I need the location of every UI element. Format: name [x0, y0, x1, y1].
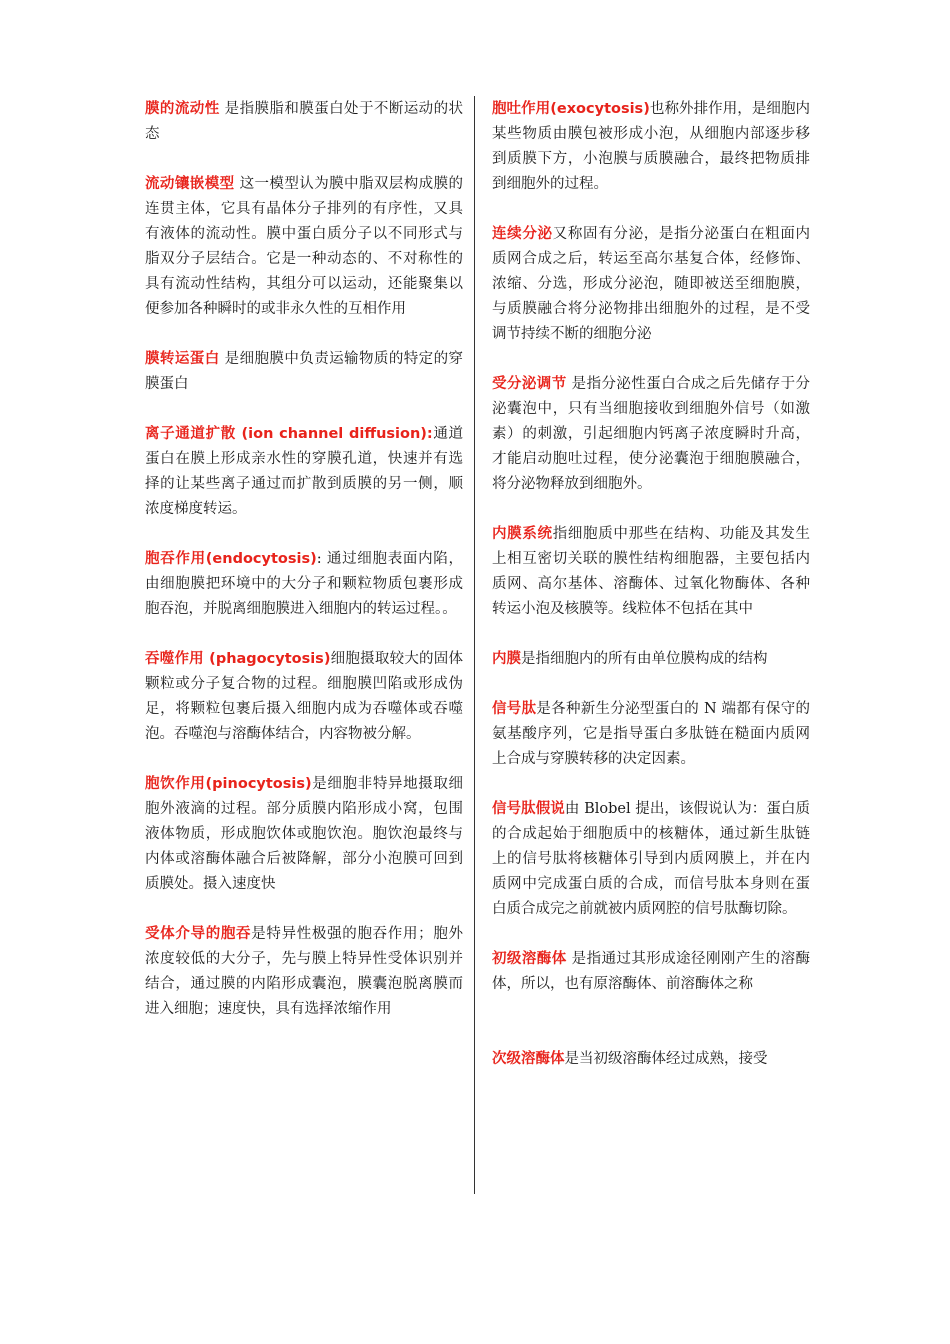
entry-fluid-mosaic-model	[145, 172, 463, 322]
entry-text: 是细胞非特异地摄取细胞外液滴的过程。部分质膜内陷形成小窝，包围液体物质，形成胞饮体或胞饮泡。胞饮泡最终与内体或溶酶体融合后被降解，部分小泡膜可回到质膜处。摄入速度快	[145, 776, 464, 892]
entry-membrane-fluidity	[145, 97, 463, 147]
entry-regulated-secretion	[492, 372, 810, 497]
entry-text: 也称外排作用，是细胞内某些物质由膜包被形成小泡，从细胞内部逐步移到质膜下方，小泡膜与质膜融合，最终把物质排到细胞外的过程。	[492, 101, 811, 192]
entry-text: 细胞摄取较大的固体颗粒或分子复合物的过程。细胞膜凹陷或形成伪足，将颗粒包裹后摄入细胞内成为吞噬体或吞噬泡。吞噬泡与溶酶体结合，内容物被分解。	[145, 651, 464, 742]
entry-text: 这一模型认为膜中脂双层构成膜的连贯主体，它具有晶体分子排列的有序性，又具有液体的流动性。膜中蛋白质分子以不同形式与脂双分子层结合。它是一种动态的、不对称性的具有流动性结构，其组分可以运动，还能聚集以便参加各种瞬时的或非永久性的互相作用	[145, 176, 464, 317]
entry-text: : 通过细胞表面内陷，由细胞膜把环境中的大分子和颗粒物质包裹形成胞吞泡，并脱离细胞膜进入细胞内的转运过程。。	[145, 551, 463, 617]
entry-primary-lysosome	[492, 947, 810, 997]
entry-text: 是特异性极强的胞吞作用；胞外浓度较低的大分子，先与膜上特异性受体识别并结合，通过膜的内陷形成囊泡，膜囊泡脱离膜而进入细胞；速度快，具有选择浓缩作用	[145, 926, 464, 1017]
right-column	[492, 97, 810, 1072]
entry-text: 是当初级溶酶体经过成熟，接受	[564, 1051, 768, 1067]
entry-text: 由 Blobel 提出，该假说认为：蛋白质的合成起始于细胞质中的核糖体，通过新生肽链上的信号肽将核糖体引导到内质网膜上，并在内质网中完成蛋白质的合成，而信号肽本身则在蛋白质合成完之前就被内质网腔的信号肽酶切除。	[492, 801, 811, 917]
entry-text: 是指膜脂和膜蛋白处于不断运动的状态	[145, 101, 464, 142]
entry-term: 信号肽假说	[492, 801, 565, 817]
entry-text: 是各种新生分泌型蛋白的 N 端都有保守的氨基酸序列，它是指导蛋白多肽链在糙面内质网上合成与穿膜转移的决定因素。	[492, 701, 811, 767]
entry-term: 初级溶酶体	[492, 951, 567, 967]
entry-term: 胞饮作用(pinocytosis)	[145, 776, 312, 792]
entry-constitutive-secretion	[492, 222, 810, 347]
entry-endocytosis	[145, 547, 463, 622]
left-column	[145, 97, 463, 1022]
entry-endomembrane-system	[492, 522, 810, 622]
entry-term: 胞吐作用(exocytosis)	[492, 101, 650, 117]
entry-text: 又称固有分泌，是指分泌蛋白在粗面内质网合成之后，转运至高尔基复合体，经修饰、浓缩、分选，形成分泌泡，随即被送至细胞膜，与质膜融合将分泌物排出细胞外的过程，是不受调节持续不断的细胞分泌	[492, 226, 811, 342]
entry-term: 次级溶酶体	[492, 1051, 565, 1067]
entry-membrane-transport-protein	[145, 347, 463, 397]
entry-pinocytosis	[145, 772, 463, 897]
entry-text: 是细胞膜中负责运输物质的特定的穿膜蛋白	[145, 351, 464, 392]
entry-ion-channel-diffusion	[145, 422, 463, 522]
entry-exocytosis	[492, 97, 810, 197]
entry-term: 内膜	[492, 651, 521, 667]
entry-signal-hypothesis	[492, 797, 810, 922]
entry-term: 受体介导的胞吞	[145, 926, 252, 942]
entry-text: 是指分泌性蛋白合成之后先储存于分泌囊泡中，只有当细胞接收到细胞外信号（如激素）的刺激，引起细胞内钙离子浓度瞬时升高，才能启动胞吐过程，使分泌囊泡于细胞膜融合，将分泌物释放到细胞外。	[492, 376, 811, 492]
entry-term: 胞吞作用(endocytosis)	[145, 551, 317, 567]
entry-receptor-mediated-endocytosis	[145, 922, 463, 1022]
entry-text: 是指细胞内的所有由单位膜构成的结构	[521, 651, 768, 667]
entry-secondary-lysosome	[492, 1047, 810, 1072]
entry-term: 膜转运蛋白	[145, 351, 220, 367]
entry-text: 通道蛋白在膜上形成亲水性的穿膜孔道，快速并有选择的让某些离子通过而扩散到质膜的另一侧，顺浓度梯度转运。	[145, 426, 463, 517]
entry-text: 指细胞质中那些在结构、功能及其发生上相互密切关联的膜性结构细胞器，主要包括内质网、高尔基体、溶酶体、过氧化物酶体、各种转运小泡及核膜等。线粒体不包括在其中	[492, 526, 811, 617]
entry-term: 连续分泌	[492, 226, 553, 242]
entry-inner-membrane	[492, 647, 810, 672]
entry-term: 流动镶嵌模型	[145, 176, 235, 192]
entry-text: 是指通过其形成途径刚刚产生的溶酶体，所以，也有原溶酶体、前溶酶体之称	[492, 951, 811, 992]
column-divider	[474, 96, 475, 1194]
entry-term: 膜的流动性	[145, 101, 220, 117]
entry-term: 内膜系统	[492, 526, 553, 542]
entry-term: 信号肽	[492, 701, 537, 717]
entry-term: 离子通道扩散 (ion channel diffusion):	[145, 426, 433, 442]
entry-term: 受分泌调节	[492, 376, 567, 392]
entry-phagocytosis	[145, 647, 463, 747]
entry-signal-peptide	[492, 697, 810, 772]
entry-term: 吞噬作用 (phagocytosis)	[145, 651, 331, 667]
